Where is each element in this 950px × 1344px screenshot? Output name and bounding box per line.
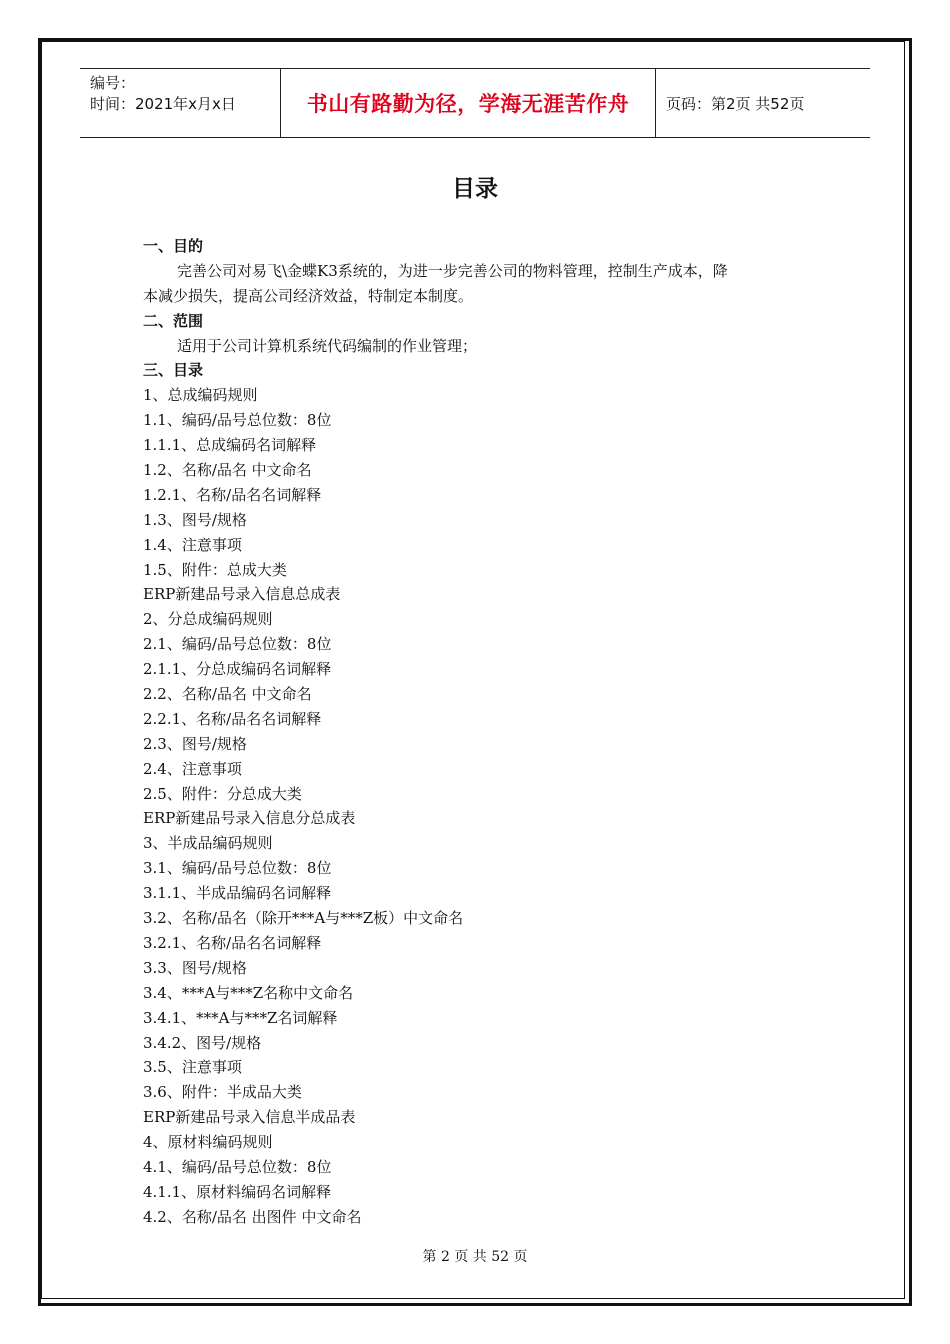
toc-line: 1.1、编码/品号总位数：8位: [143, 411, 332, 430]
toc-line: 3.1.1、半成品编码名词解释: [143, 884, 332, 903]
toc-line: 3.3、图号/规格: [143, 958, 247, 977]
toc-line: 2.2、名称/品名 中文命名: [143, 685, 312, 704]
document-header: [80, 68, 870, 138]
toc-line: 1、总成编码规则: [143, 386, 258, 405]
toc-content: [143, 234, 813, 1230]
section-heading: 二、范围: [143, 311, 204, 330]
toc-line: ERP新建品号录入信息总成表: [143, 585, 341, 604]
toc-line: 2.1、编码/品号总位数：8位: [143, 635, 332, 654]
toc-line: 3.4.2、图号/规格: [143, 1033, 262, 1052]
toc-line: 3.2.1、名称/品名名词解释: [143, 933, 322, 952]
toc-line: 本减少损失，提高公司经济效益，特制定本制度。: [143, 286, 474, 305]
toc-line: 2.2.1、名称/品名名词解释: [143, 709, 322, 728]
toc-line: 1.4、注意事项: [143, 535, 242, 554]
toc-line: 3.4、***A与***Z名称中文命名: [143, 983, 354, 1002]
toc-line: 3.1、编码/品号总位数：8位: [143, 859, 332, 878]
toc-line: 3.4.1、***A与***Z名词解释: [143, 1008, 338, 1027]
toc-line: 3.6、附件：半成品大类: [143, 1083, 302, 1102]
toc-line: 完善公司对易飞\金蝶K3系统的，为进一步完善公司的物料管理，控制生产成本，降: [177, 261, 728, 280]
page-footer: 第 2 页 共 52 页: [422, 1249, 528, 1265]
toc-line: 4.2、名称/品名 出图件 中文命名: [143, 1207, 362, 1226]
toc-line: ERP新建品号录入信息分总成表: [143, 809, 356, 828]
page-title: 目录: [452, 176, 498, 202]
section-heading: 三、目录: [143, 361, 204, 380]
toc-line: 3.2、名称/品名（除开***A与***Z板）中文命名: [143, 909, 464, 928]
toc-line: 2.4、注意事项: [143, 759, 242, 778]
toc-line: 3、半成品编码规则: [143, 834, 273, 853]
toc-line: 4.1、编码/品号总位数：8位: [143, 1157, 332, 1176]
toc-line: 4、原材料编码规则: [143, 1133, 273, 1152]
toc-line: 2.5、附件：分总成大类: [143, 784, 302, 803]
toc-line: 3.5、注意事项: [143, 1058, 242, 1077]
toc-line: 1.1.1、总成编码名词解释: [143, 436, 317, 455]
toc-line: 2.1.1、分总成编码名词解释: [143, 660, 332, 679]
document-time-label: 时间：2021年x月x日: [90, 95, 236, 113]
toc-line: 1.2、名称/品名 中文命名: [143, 461, 312, 480]
toc-line: 2、分总成编码规则: [143, 610, 273, 629]
section-heading: 一、目的: [143, 237, 204, 255]
toc-line: 4.1.1、原材料编码名词解释: [143, 1182, 332, 1201]
toc-line: 1.3、图号/规格: [143, 510, 247, 529]
toc-line: 1.5、附件：总成大类: [143, 560, 287, 579]
header-motto: 书山有路勤为径，学海无涯苦作舟: [280, 69, 656, 137]
document-number-label: 编号：: [90, 74, 136, 92]
toc-line: 适用于公司计算机系统代码编制的作业管理；: [177, 336, 478, 355]
header-page-code: 页码：第2页 共52页: [666, 94, 805, 113]
header-meta: [80, 69, 280, 137]
toc-line: 1.2.1、名称/品名名词解释: [143, 485, 322, 504]
toc-line: ERP新建品号录入信息半成品表: [143, 1108, 356, 1127]
toc-line: 2.3、图号/规格: [143, 734, 247, 753]
